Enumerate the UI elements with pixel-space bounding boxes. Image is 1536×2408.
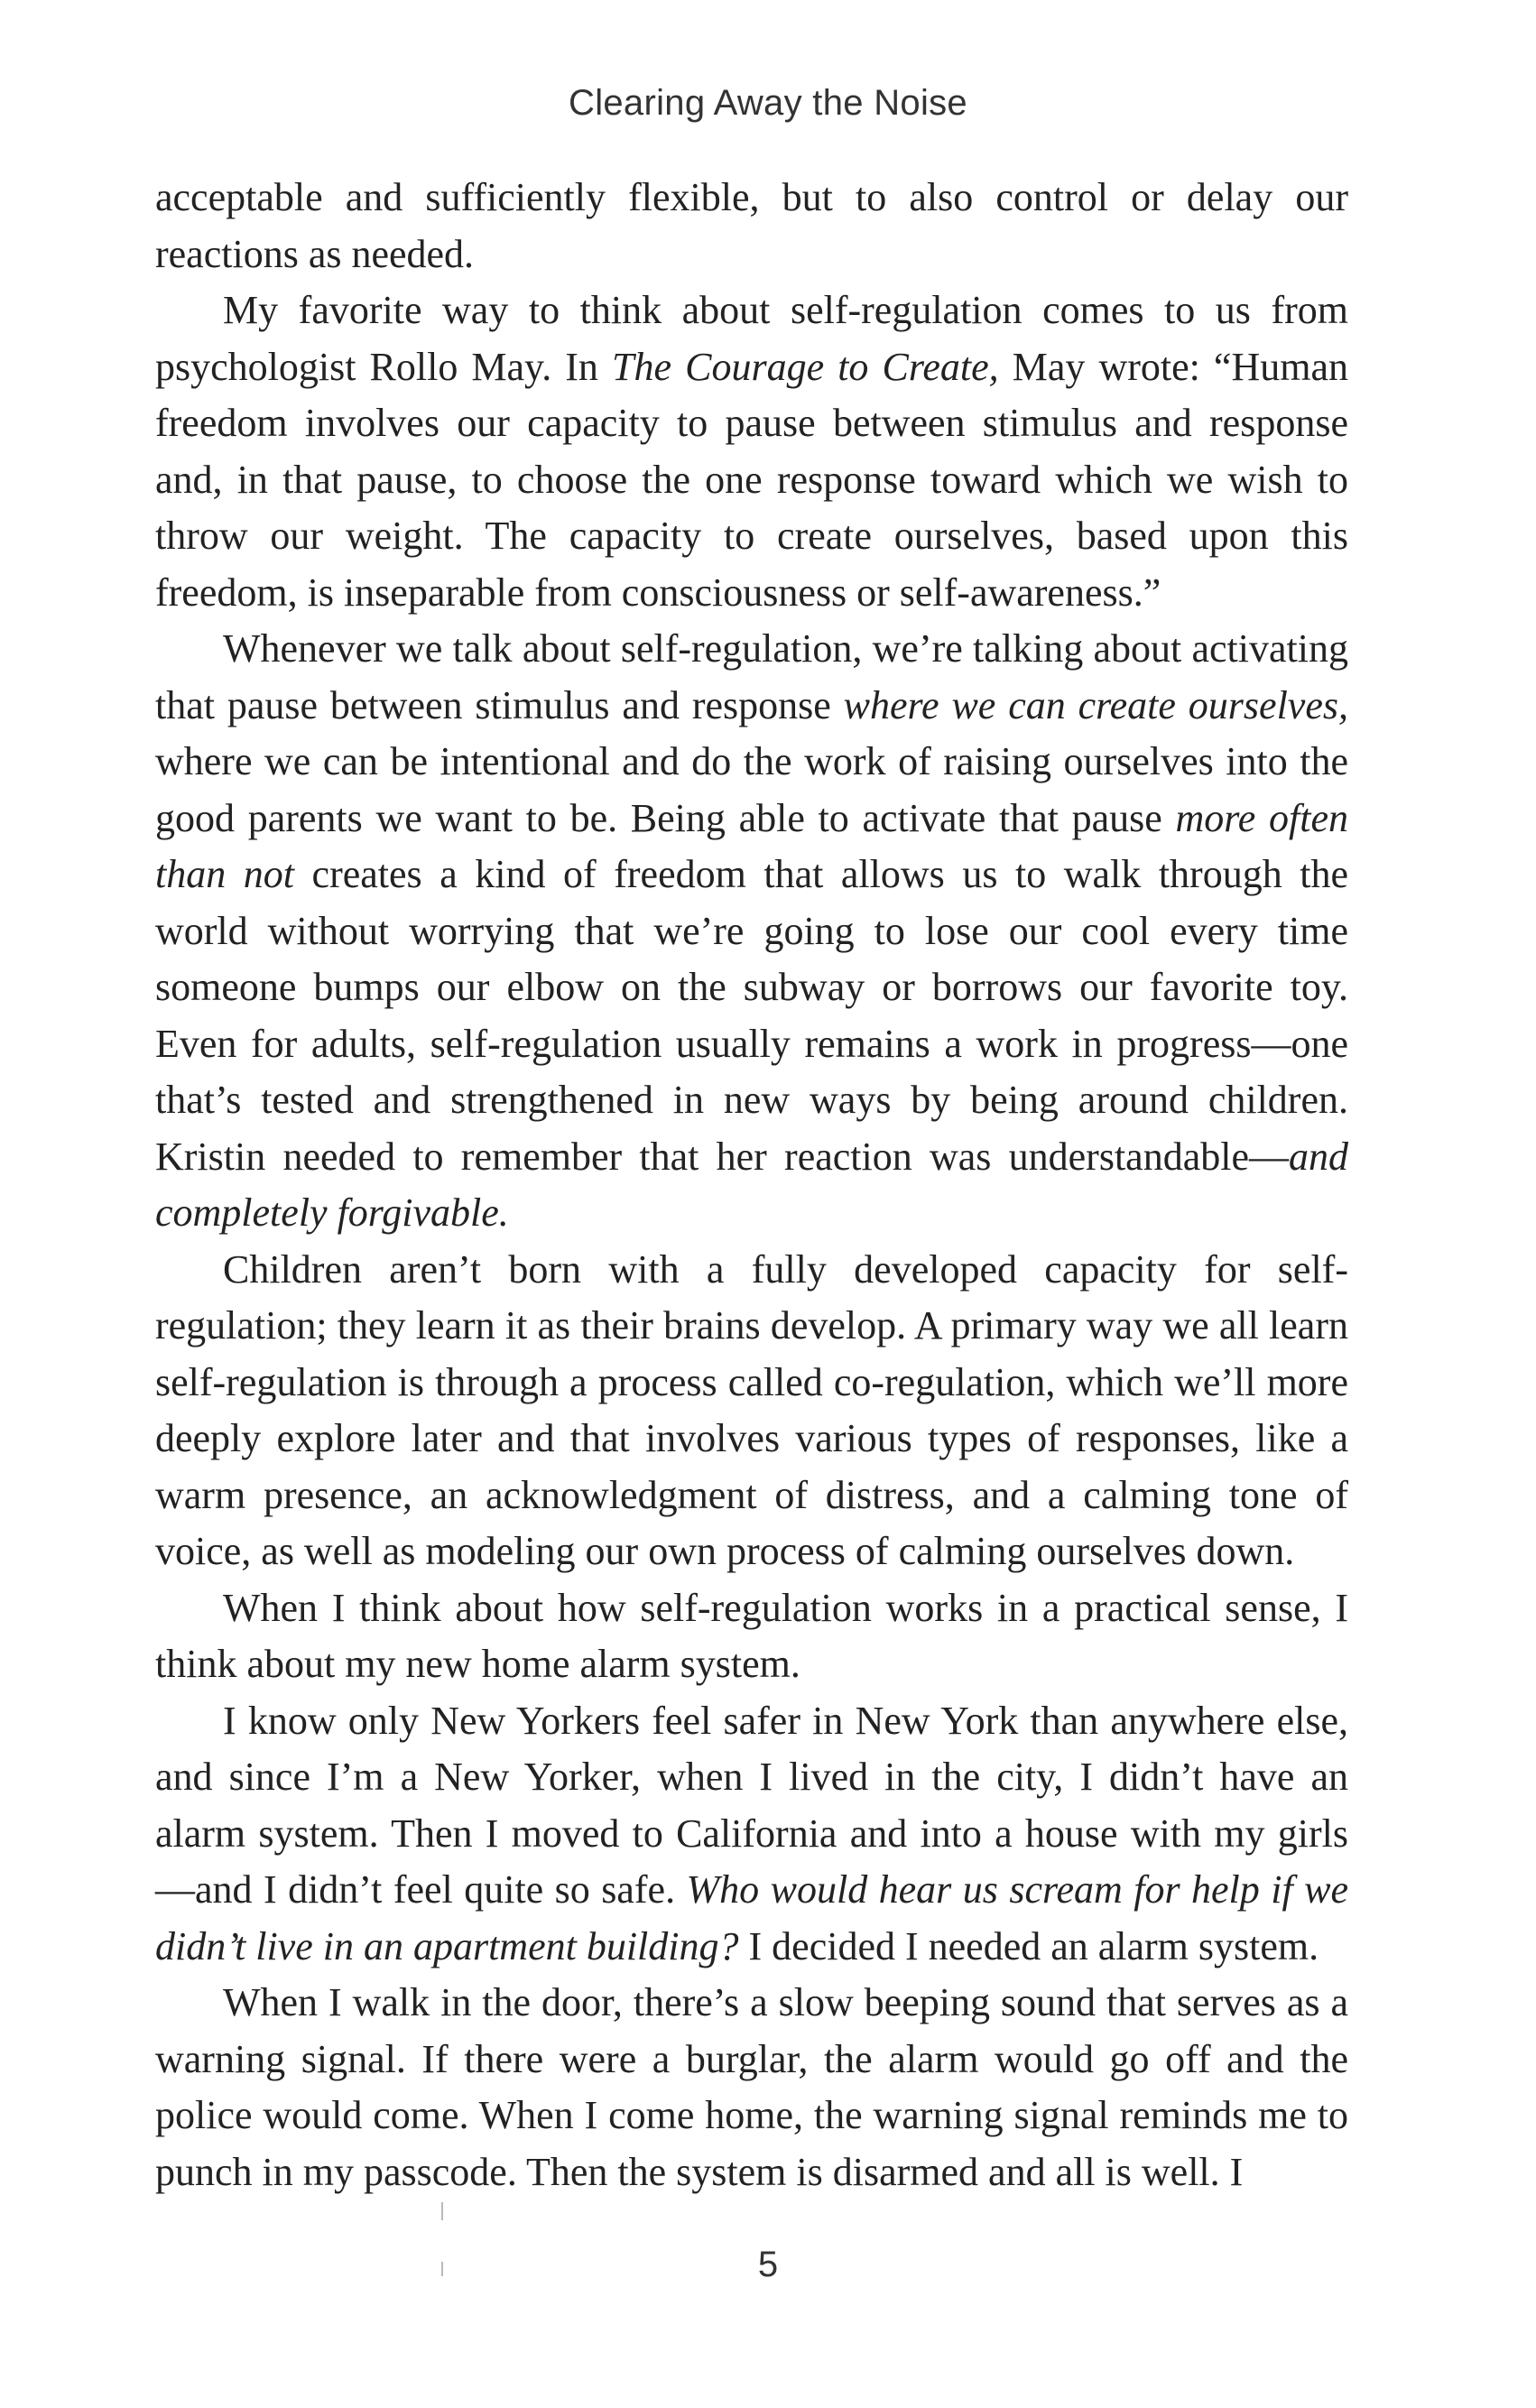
body-text xyxy=(155,170,1348,2200)
scan-mark xyxy=(441,2202,443,2220)
italic-text: Who would hear us scream for help if we didn’t live in an apartment building? xyxy=(155,1867,1349,1968)
paragraph xyxy=(155,1242,1348,1580)
paragraph xyxy=(155,621,1348,1242)
paragraph xyxy=(155,170,1348,282)
text-run: May wrote: “Human freedom involves our capacity to pause between stimulus and response and, in that pause, to choose the one response toward which we wish to throw our weight. The capacity to create ourselves, based upon this freedom, is inseparable from consciousness or self-awareness.” xyxy=(155,344,1348,615)
text-run: I decided I needed an alarm system. xyxy=(738,1923,1319,1968)
text-run: I know only New Yorkers feel safer in New York than anywhere else, and since I’m a New Yorker, when I lived in the city, I didn’t have an alarm system. Then I moved to California and into a house with my girls—and I didn’t feel quite so safe. xyxy=(155,1698,1348,1912)
text-run: acceptable and sufficiently flexible, but to also control or delay our reactions as needed. xyxy=(155,175,1348,276)
text-run: where we can be intentional and do the work of raising ourselves into the good parents we want to be. Being able to activate that pause xyxy=(155,739,1348,840)
italic-text: and completely forgivable. xyxy=(155,1134,1348,1235)
text-run: My favorite way to think about self-regulation comes to us from psychologist Rollo May. In xyxy=(155,288,1348,389)
paragraph xyxy=(155,1975,1348,2200)
italic-text: more often than not xyxy=(155,795,1348,896)
text-run: creates a kind of freedom that allows us to walk through the world without worrying that we’re going to lose our cool every time someone bumps our elbow on the subway or borrows our favorite toy. Even for adults, self-regulation usually remains a work in progress—one that’s tested and strengthened in new ways by being around children. Kristin needed to remember that her reaction was understandable— xyxy=(155,852,1348,1179)
paragraph xyxy=(155,1580,1348,1693)
running-head: Clearing Away the Noise xyxy=(569,83,967,123)
italic-text: where we can create ourselves, xyxy=(843,682,1348,727)
text-run: Whenever we talk about self-regulation, we’re talking about activating that pause between stimulus and response xyxy=(155,626,1348,727)
page-number: 5 xyxy=(757,2245,779,2284)
paragraph xyxy=(155,282,1348,621)
book-title: The Courage to Create, xyxy=(612,344,999,389)
text-run: When I think about how self-regulation works in a practical sense, I think about my new home alarm system. xyxy=(155,1585,1348,1686)
text-run: When I walk in the door, there’s a slow beeping sound that serves as a warning signal. If there were a burglar, the alarm would go off and the police would come. When I come home, the warning signal reminds me to punch in my passcode. Then the system is disarmed and all is well. I xyxy=(155,1980,1348,2194)
text-run: Children aren’t born with a fully developed capacity for self-regulation; they learn it as their brains develop. A primary way we all learn self-regulation is through a process called co-regulation, which we’ll more deeply explore later and that involves various types of responses, like a warm presence, an acknowledgment of distress, and a calming tone of voice, as well as modeling our own process of calming ourselves down. xyxy=(155,1246,1348,1573)
paragraph xyxy=(155,1693,1348,1976)
